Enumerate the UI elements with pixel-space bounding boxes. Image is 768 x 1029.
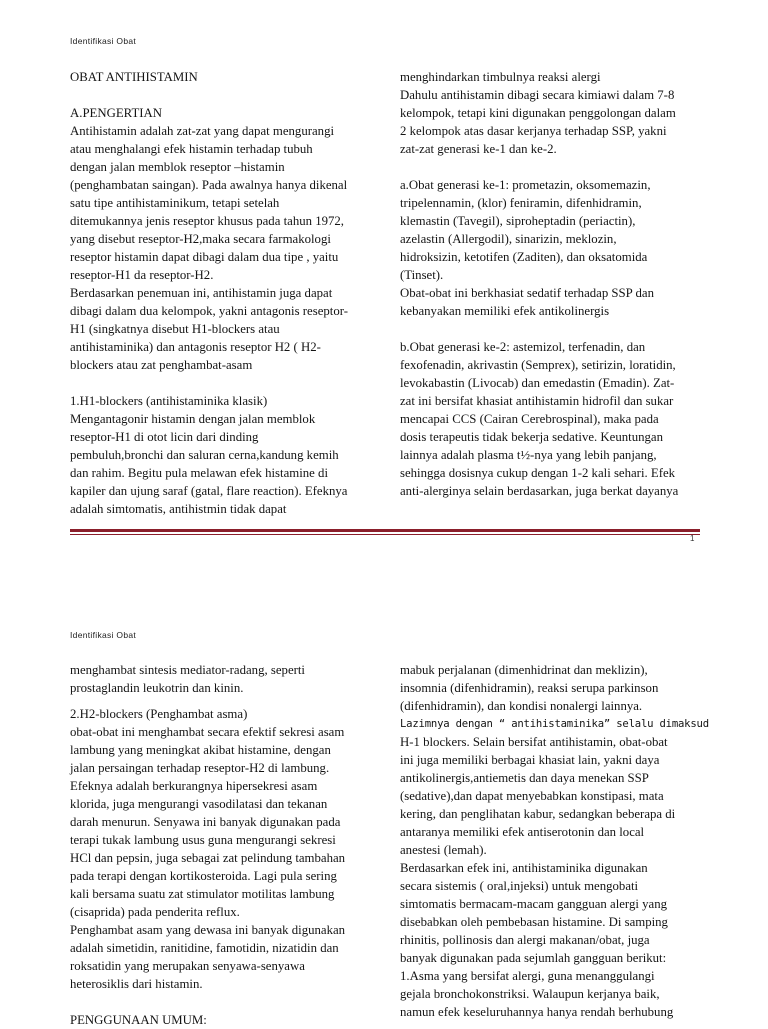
text-line: Obat-obat ini berkhasiat sedatif terhadap SSP dan <box>400 286 654 300</box>
text-line: ini juga memiliki berbagai khasiat lain, yakni daya <box>400 753 660 767</box>
text-line: reseptor histamin dapat dibagi dalam dua tipe , yaitu <box>70 250 339 264</box>
section-heading: PENGGUNAAN UMUM: <box>70 1013 207 1027</box>
text-line: HCl dan pepsin, juga sebagai zat pelindung tambahan <box>70 851 346 865</box>
text-line: anti-alerginya selain berdasarkan, juga berkat dayanya <box>400 484 679 498</box>
text-line: kelompok, tetapi kini digunakan penggolongan dalam <box>400 106 676 120</box>
text-line: tripelennamin, (klor) feniramin, difenhidramin, <box>400 196 642 210</box>
page-header: Identifikasi Obat <box>70 630 137 640</box>
text-line: darah menurun. Senyawa ini banyak digunakan pada <box>70 815 341 829</box>
text-line: kebanyakan memiliki efek antikolinergis <box>400 304 610 318</box>
text-line: dibagi dalam dua kelompok, yakni antagonis reseptor- <box>70 304 349 318</box>
text-line: secara sistemis ( oral,injeksi) untuk mengobati <box>400 879 639 893</box>
text-line: simtomatis bermacam-macam gangguan alergi yang <box>400 897 667 911</box>
text-line: kapiler dan ujung saraf (gatal, flare reaction). Efeknya <box>70 484 348 498</box>
text-line: antikolinergis,antiemetis dan daya menekan SSP <box>400 771 649 785</box>
text-line: zat ini bersifat khasiat antihistamin hidrofil dan sukar <box>400 394 674 408</box>
text-line: obat-obat ini menghambat secara efektif sekresi asam <box>70 725 345 739</box>
text-line: dan rahim. Begitu pula melawan efek histamine di <box>70 466 328 480</box>
text-line: menghambat sintesis mediator-radang, seperti <box>70 663 305 677</box>
text-line: levokabastin (Livocab) dan emedastin (Emadin). Zat- <box>400 376 675 390</box>
text-column-right <box>400 68 700 500</box>
text-line: mencapai CCS (Cairan Cerebrospinal), maka pada <box>400 412 659 426</box>
text-line: roksatidin yang merupakan senyawa-senyawa <box>70 959 305 973</box>
text-line: pembuluh,bronchi dan saluran cerna,kandung kemih <box>70 448 339 462</box>
text-line: kali bersama suatu zat stimulator motilitas lambung <box>70 887 335 901</box>
text-line: Mengantagonir histamin dengan jalan memblok <box>70 412 316 426</box>
text-line: antaranya memiliki efek antiserotonin dan local <box>400 825 645 839</box>
text-line: adalah simetidin, ranitidine, famotidin, nizatidin dan <box>70 941 339 955</box>
text-line: sehingga dosisnya cukup dengan 1-2 kali sehari. Efek <box>400 466 676 480</box>
text-line: antihistaminika) dan antagonis reseptor H2 ( H2- <box>70 340 321 354</box>
text-line: klorida, juga mengurangi vasodilatasi dan tekanan <box>70 797 328 811</box>
text-line: a.Obat generasi ke-1: prometazin, oksomemazin, <box>400 178 651 192</box>
text-line: gejala bronchokonstriksi. Walaupun kerjanya baik, <box>400 987 660 1001</box>
text-line: Dahulu antihistamin dibagi secara kimiawi dalam 7-8 <box>400 88 675 102</box>
text-line: satu tipe antihistaminikum, tetapi setelah <box>70 196 280 210</box>
footer-rule-thin <box>70 534 700 535</box>
text-line: hidroksizin, ketotifen (Zaditen), dan oksatomida <box>400 250 648 264</box>
subsection-heading: 1.H1-blockers (antihistaminika klasik) <box>70 394 268 408</box>
text-line: zat-zat generasi ke-1 dan ke-2. <box>400 142 557 156</box>
text-line: Antihistamin adalah zat-zat yang dapat mengurangi <box>70 124 335 138</box>
text-line: reseptor-H1 di otot licin dari dinding <box>70 430 259 444</box>
section-heading: A.PENGERTIAN <box>70 106 163 120</box>
page-header: Identifikasi Obat <box>70 36 137 46</box>
text-line: disebabkan oleh pembebasan histamine. Di samping <box>400 915 668 929</box>
text-line: 1.Asma yang bersifat alergi, guna menanggulangi <box>400 969 655 983</box>
text-line: dengan jalan memblok reseptor –histamin <box>70 160 285 174</box>
text-line: (sedative),dan dapat menyebabkan konstipasi, mata <box>400 789 664 803</box>
text-line: prostaglandin leukotrin dan kinin. <box>70 681 244 695</box>
document-page-2 <box>0 552 768 1027</box>
text-line: banyak digunakan pada sejumlah gangguan berikut: <box>400 951 667 965</box>
text-line: terapi tukak lambung usus guna mengurangi sekresi <box>70 833 336 847</box>
footer-rule <box>70 529 700 532</box>
text-column-left <box>70 661 370 1029</box>
text-line: azelastin (Allergodil), sinarizin, meklozin, <box>400 232 617 246</box>
text-line: kering, dan penglihatan kabur, sedangkan beberapa di <box>400 807 676 821</box>
text-line: fexofenadin, akrivastin (Semprex), setirizin, loratidin, <box>400 358 676 372</box>
text-line: H-1 blockers. Selain bersifat antihistamin, obat-obat <box>400 735 668 749</box>
text-line: pada terapi dengan kortikosteroida. Lagi pula sering <box>70 869 337 883</box>
text-line: (difenhidramin), dan kondisi nonalergi lainnya. <box>400 699 643 713</box>
text-line: (Tinset). <box>400 268 444 282</box>
text-line: insomnia (difenhidramin), reaksi serupa parkinson <box>400 681 659 695</box>
text-line: ditemukannya jenis reseptor khusus pada tahun 1972, <box>70 214 345 228</box>
text-line: lambung yang meningkat akibat histamine, dengan <box>70 743 331 757</box>
text-line: b.Obat generasi ke-2: astemizol, terfenadin, dan <box>400 340 646 354</box>
text-line: lainnya adalah plasma t½-nya yang lebih panjang, <box>400 448 657 462</box>
text-line: rhinitis, pollinosis dan alergi makanan/obat, juga <box>400 933 650 947</box>
text-line: mabuk perjalanan (dimenhidrinat dan meklizin), <box>400 663 648 677</box>
text-line: Lazimnya dengan “ antihistaminika” selalu dimaksud <box>400 718 709 730</box>
text-line: Penghambat asam yang dewasa ini banyak digunakan <box>70 923 346 937</box>
text-line: klemastin (Tavegil), siproheptadin (periactin), <box>400 214 636 228</box>
text-line: yang disebut reseptor-H2,maka secara farmakologi <box>70 232 331 246</box>
text-line: namun efek keseluruhannya hanya rendah berhubung <box>400 1005 674 1019</box>
document-title: OBAT ANTIHISTAMIN <box>70 70 198 84</box>
text-line: (penghambatan saingan). Pada awalnya hanya dikenal <box>70 178 348 192</box>
text-line: (cisaprida) pada penderita reflux. <box>70 905 240 919</box>
text-line: blockers atau zat penghambat-asam <box>70 358 253 372</box>
text-line: Berdasarkan penemuan ini, antihistamin juga dapat <box>70 286 333 300</box>
text-line: Efeknya adalah berkurangnya hipersekresi asam <box>70 779 318 793</box>
text-line: dosis terapeutis tidak bekerja sedative. Keuntungan <box>400 430 663 444</box>
page-number: 1 <box>690 534 695 543</box>
text-column-right <box>400 661 709 1021</box>
text-line: H1 (singkatnya disebut H1-blockers atau <box>70 322 280 336</box>
text-line: reseptor-H1 da reseptor-H2. <box>70 268 214 282</box>
text-line: anestesi (lemah). <box>400 843 487 857</box>
text-line: menghindarkan timbulnya reaksi alergi <box>400 70 601 84</box>
text-line: 2 kelompok atas dasar kerjanya terhadap SSP, yakni <box>400 124 667 138</box>
text-column-left <box>70 68 370 518</box>
text-line: heterosiklis dari histamin. <box>70 977 203 991</box>
text-line: Berdasarkan efek ini, antihistaminika digunakan <box>400 861 648 875</box>
text-line: atau menghalangi efek histamin terhadap tubuh <box>70 142 313 156</box>
text-line: adalah simtomatis, antihistmin tidak dapat <box>70 502 287 516</box>
subsection-heading: 2.H2-blockers (Penghambat asma) <box>70 707 248 721</box>
text-line: jalan persaingan terhadap reseptor-H2 di lambung. <box>70 761 330 775</box>
